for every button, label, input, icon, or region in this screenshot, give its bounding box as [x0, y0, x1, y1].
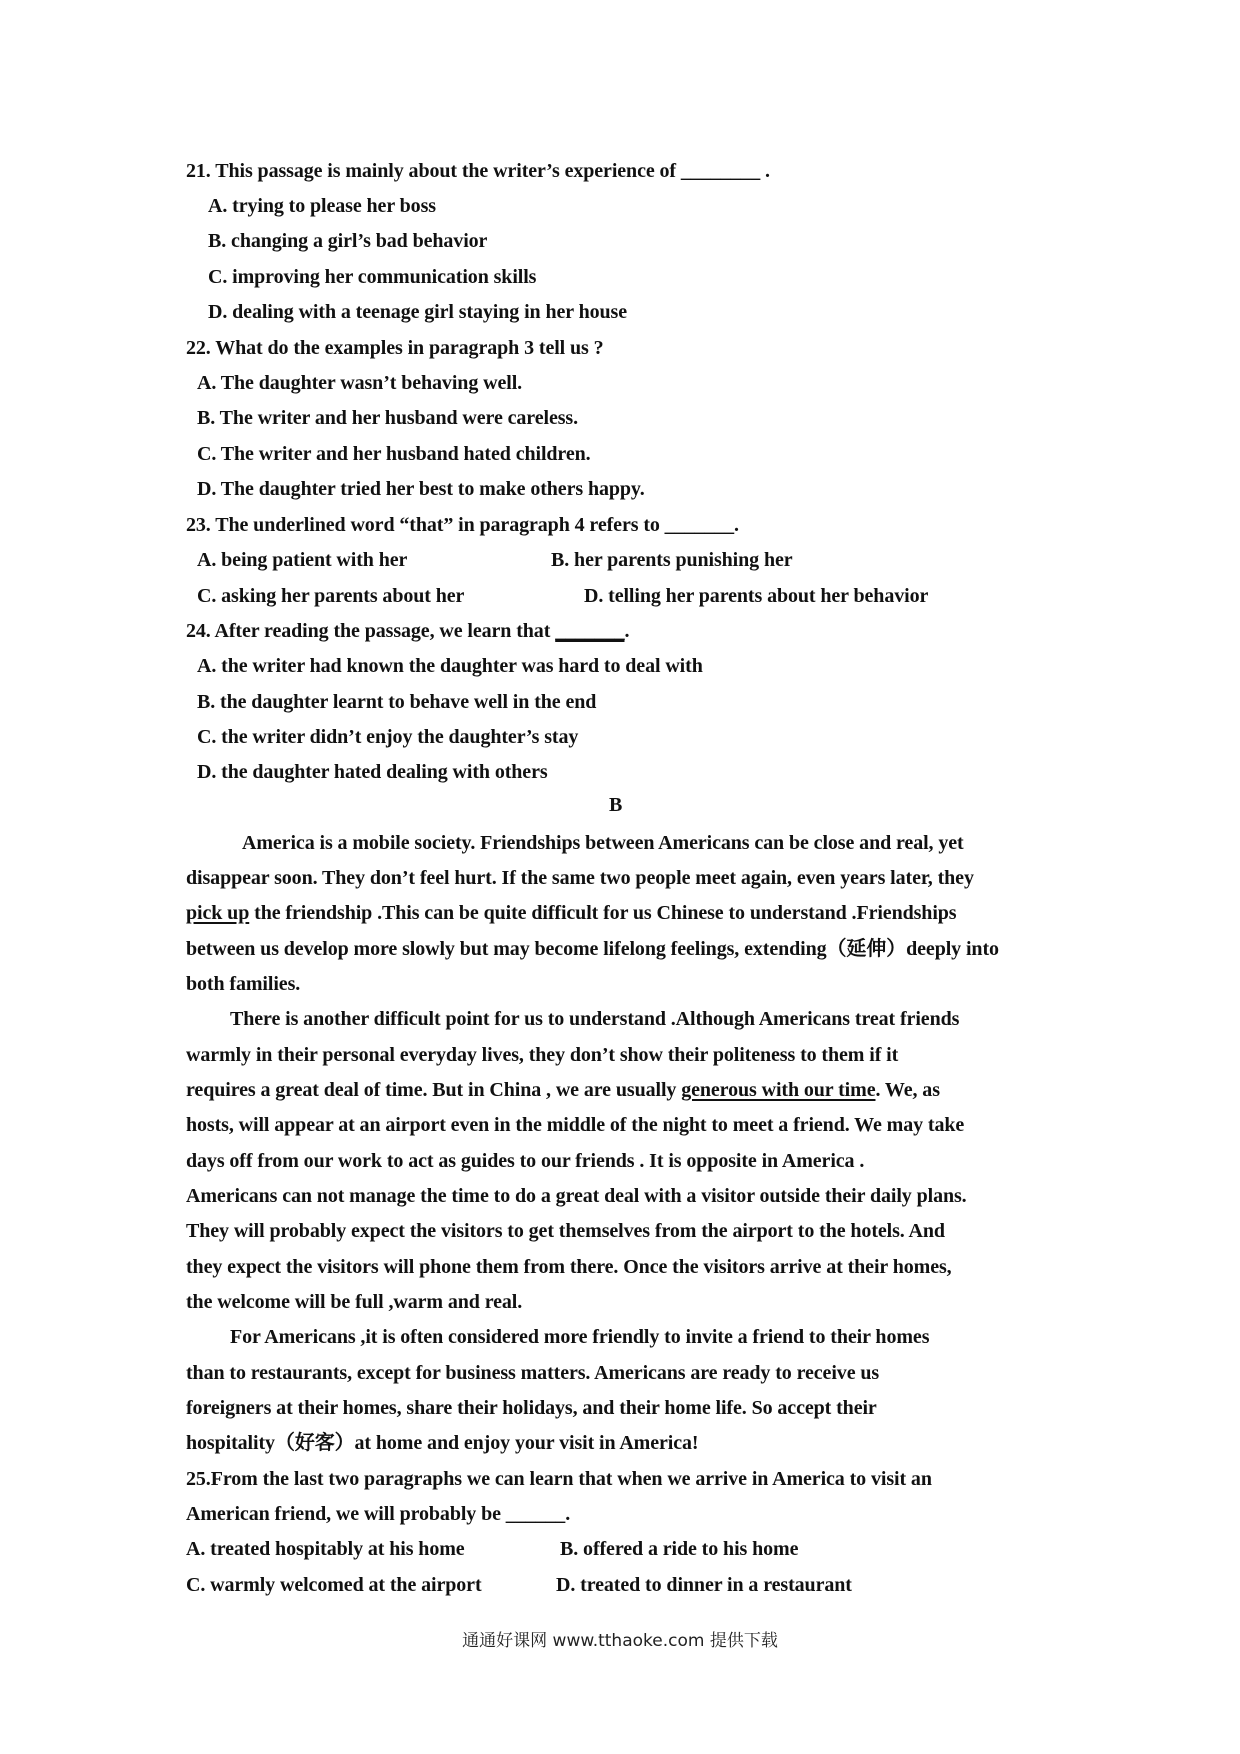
passage-line: America is a mobile society. Friendships between Americans can be close and real, yet — [242, 832, 964, 854]
q24-stem: 24. After reading the passage, we learn that _______. — [186, 620, 630, 642]
passage-line: both families. — [186, 973, 301, 995]
q25-option-b: B. offered a ride to his home — [560, 1538, 799, 1560]
passage-line: Americans can not manage the time to do a great deal with a visitor outside their daily plans. — [186, 1185, 967, 1207]
footer-watermark-text: 通通好课网 www.tthaoke.com 提供下载 — [462, 1631, 778, 1651]
passage-line: There is another difficult point for us to understand .Although Americans treat friends — [230, 1008, 960, 1030]
underlined-phrase: generous with our time — [681, 1079, 876, 1101]
passage-line: They will probably expect the visitors to get themselves from the airport to the hotels. And — [186, 1220, 945, 1242]
q25-option-a: A. treated hospitably at his home — [186, 1538, 465, 1560]
q21-option-b: B. changing a girl’s bad behavior — [208, 230, 488, 252]
q22-option-b: B. The writer and her husband were careless. — [197, 407, 578, 429]
passage-line: warmly in their personal everyday lives, they don’t show their politeness to them if it — [186, 1044, 899, 1066]
passage-line: between us develop more slowly but may become lifelong feelings, extending（延伸）deeply into — [186, 938, 999, 960]
passage-line: they expect the visitors will phone them from there. Once the visitors arrive at their homes, — [186, 1256, 952, 1278]
q25-stem: American friend, we will probably be ______. — [186, 1503, 571, 1525]
q22-stem: 22. What do the examples in paragraph 3 tell us ? — [186, 337, 604, 359]
q21-option-d: D. dealing with a teenage girl staying in her house — [208, 301, 627, 323]
passage-line: than to restaurants, except for business matters. Americans are ready to receive us — [186, 1362, 880, 1384]
q21-option-a: A. trying to please her boss — [208, 195, 436, 217]
passage-line: days off from our work to act as guides to our friends . It is opposite in America . — [186, 1150, 865, 1172]
passage-line: foreigners at their homes, share their holidays, and their home life. So accept their — [186, 1397, 877, 1419]
q23-option-d: D. telling her parents about her behavior — [584, 585, 929, 607]
passage-line: disappear soon. They don’t feel hurt. If the same two people meet again, even years later, they — [186, 867, 974, 889]
passage-line: the welcome will be full ,warm and real. — [186, 1291, 523, 1313]
q25-option-c: C. warmly welcomed at the airport — [186, 1574, 482, 1596]
q24-blank: _______ — [555, 620, 625, 642]
q23-option-c: C. asking her parents about her — [197, 585, 465, 607]
q21-stem: 21. This passage is mainly about the writer’s experience of ________ . — [186, 160, 770, 182]
passage-line: hosts, will appear at an airport even in the middle of the night to meet a friend. We may take — [186, 1114, 965, 1136]
q24-option-a: A. the writer had known the daughter was hard to deal with — [197, 655, 703, 677]
passage-line: For Americans ,it is often considered more friendly to invite a friend to their homes — [230, 1326, 930, 1348]
passage-line: hospitality（好客）at home and enjoy your visit in America! — [186, 1432, 699, 1454]
q25-stem: 25.From the last two paragraphs we can learn that when we arrive in America to visit an — [186, 1468, 932, 1490]
q22-option-a: A. The daughter wasn’t behaving well. — [197, 372, 523, 394]
q23-option-b: B. her parents punishing her — [551, 549, 793, 571]
q24-option-d: D. the daughter hated dealing with others — [197, 761, 548, 783]
q23-option-a: A. being patient with her — [197, 549, 408, 571]
q22-option-d: D. The daughter tried her best to make others happy. — [197, 478, 645, 500]
passage-line: requires a great deal of time. But in China , we are usually generous with our time. We, as — [186, 1079, 940, 1101]
section-b-heading: B — [609, 794, 623, 816]
q24-option-c: C. the writer didn’t enjoy the daughter’s stay — [197, 726, 579, 748]
q22-option-c: C. The writer and her husband hated children. — [197, 443, 591, 465]
q21-option-c: C. improving her communication skills — [208, 266, 537, 288]
underlined-phrase: pick up — [186, 902, 250, 924]
q24-option-b: B. the daughter learnt to behave well in the end — [197, 691, 597, 713]
passage-line: pick up the friendship .This can be quite difficult for us Chinese to understand .Friendships — [186, 902, 957, 924]
q23-stem: 23. The underlined word “that” in paragraph 4 refers to _______. — [186, 514, 739, 536]
q25-option-d: D. treated to dinner in a restaurant — [556, 1574, 852, 1596]
